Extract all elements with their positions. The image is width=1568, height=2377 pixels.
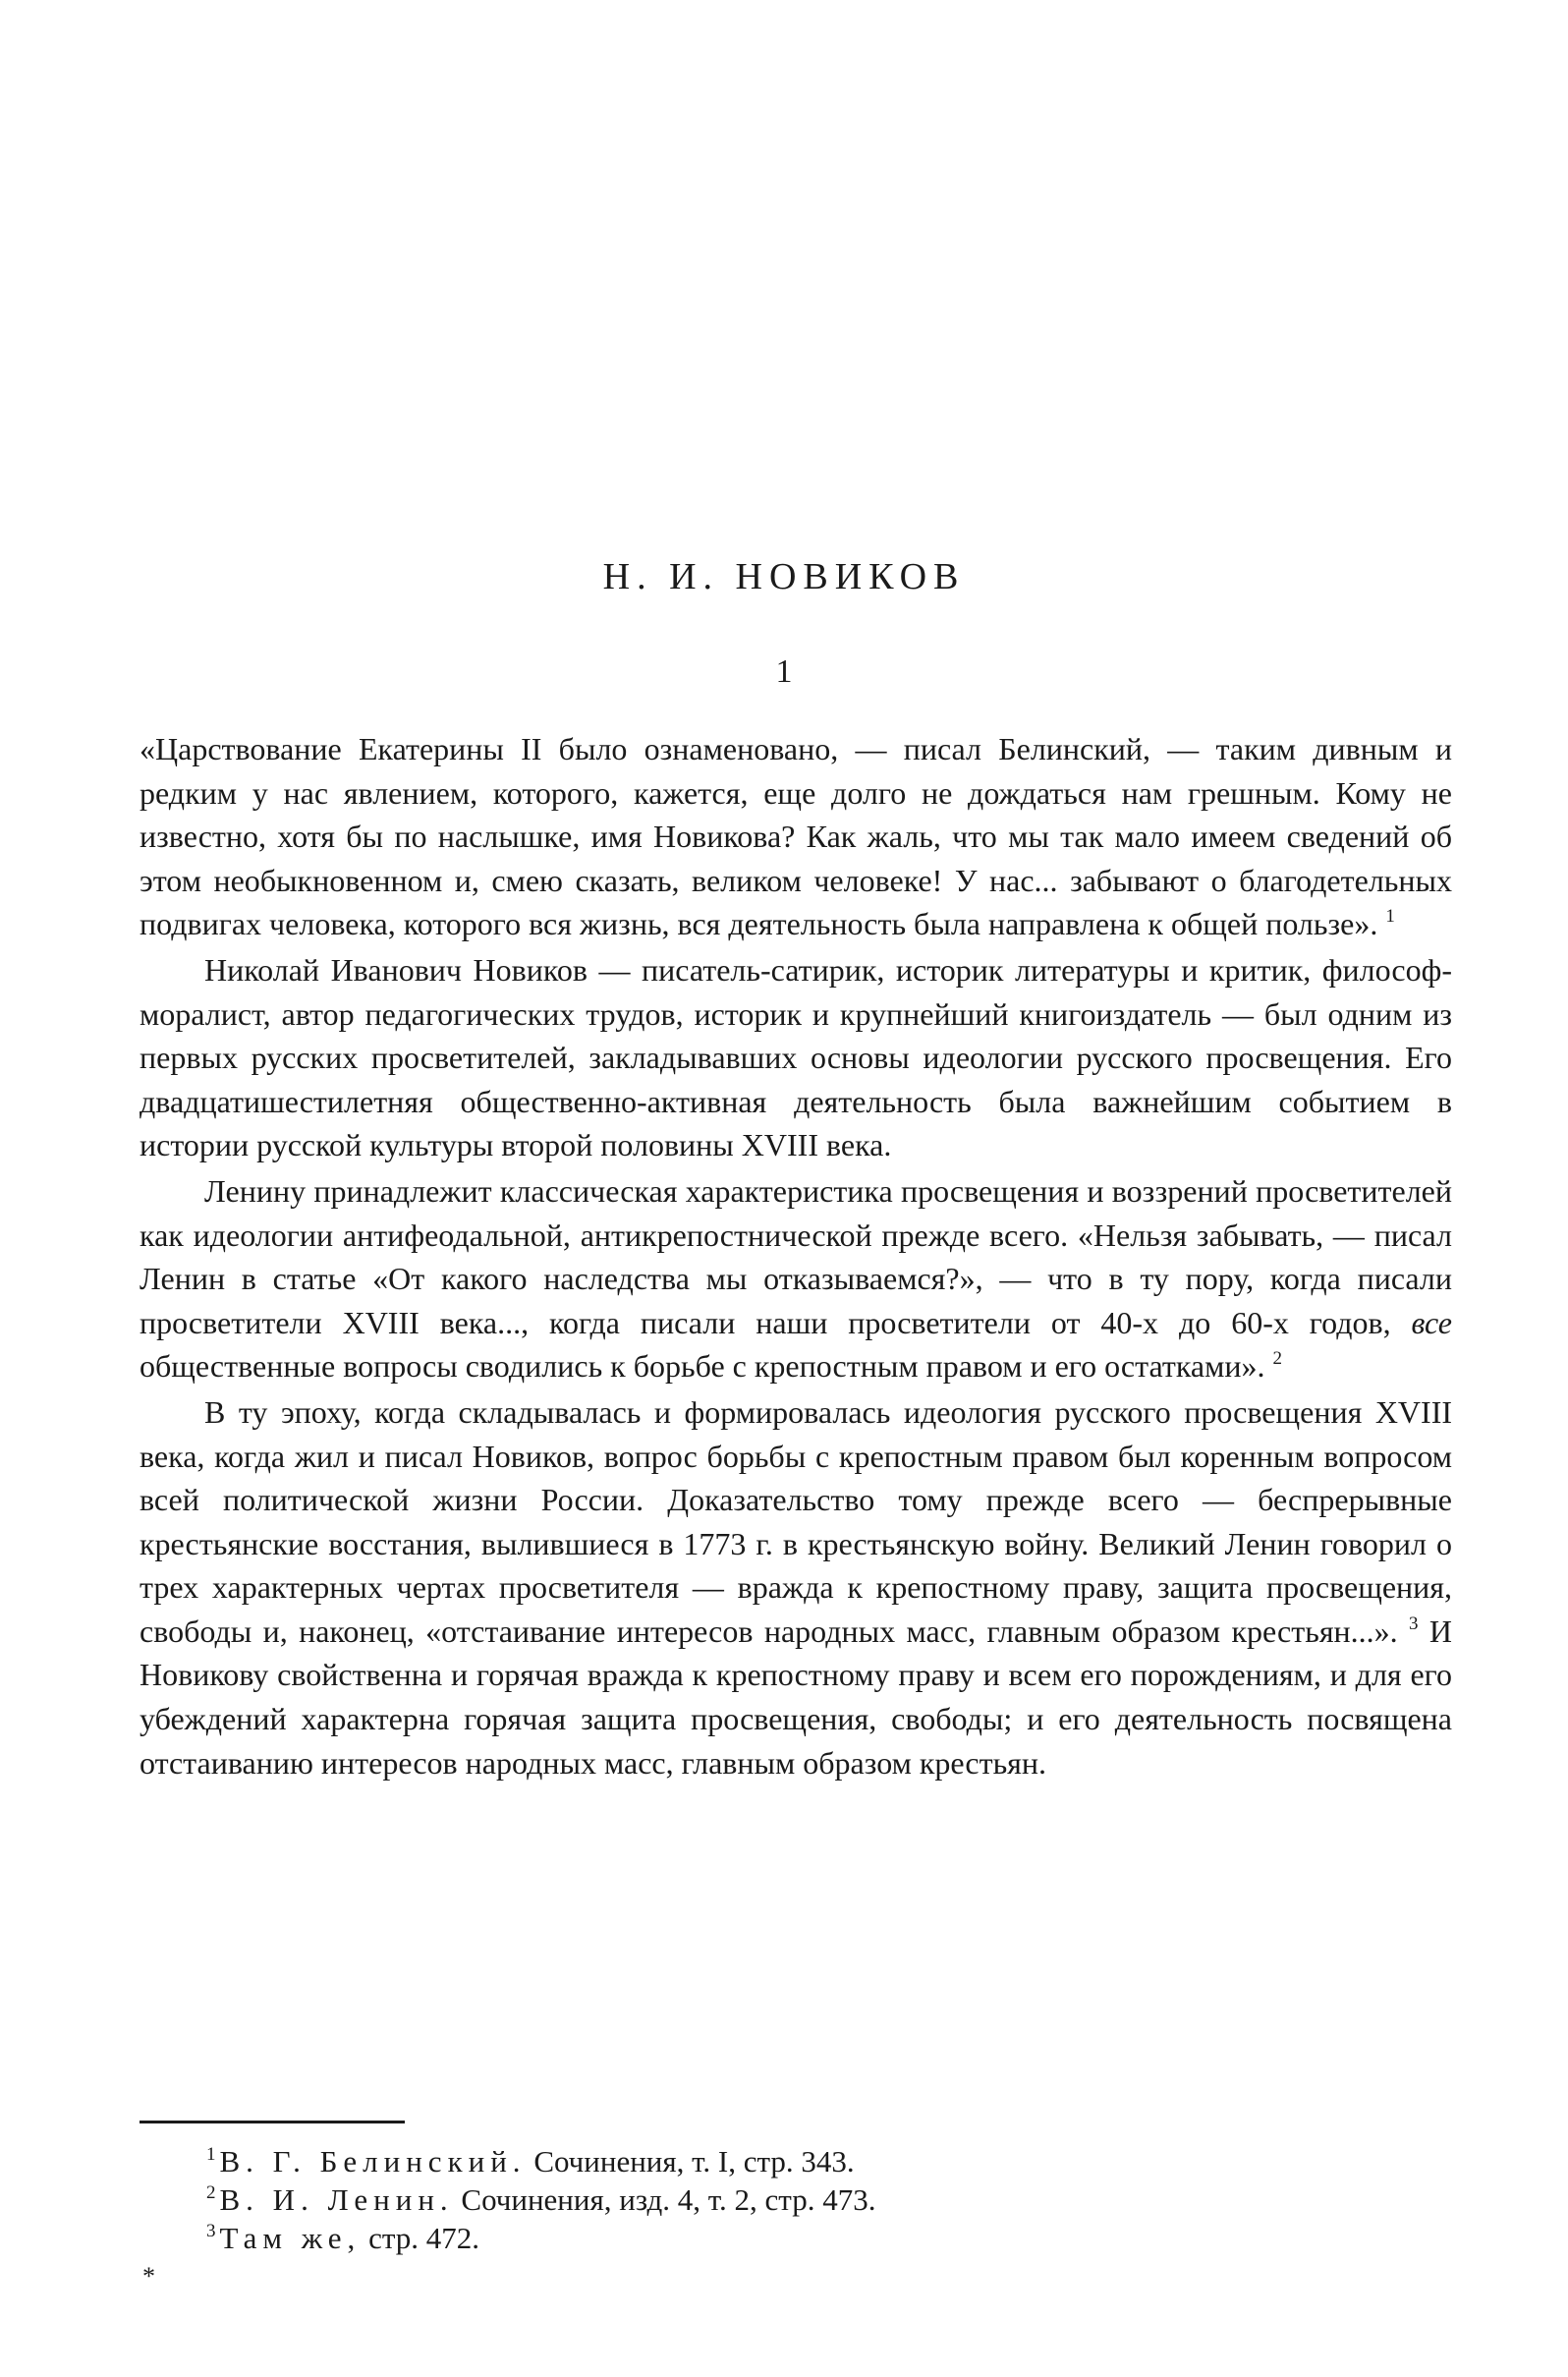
- emphasis-text: все: [1411, 1304, 1452, 1340]
- section-number: 1: [775, 653, 793, 690]
- footnote-source: Сочинения, т. I, стр. 343.: [526, 2144, 855, 2179]
- body-text: [140, 727, 1452, 1784]
- paragraph-text: «Царствование Екатерины II было ознаменовано, — писал Белинский, — таким дивным и редким у нас явлением, которого, кажется, еще долго не дождаться нам грешным. Кому не известно, хотя бы по наслышке, имя Новикова? Как жаль, что мы так мало имеем сведений об этом необыкновенном и, смею сказать, великом человеке! У нас... забывают о благодетельных подвигах человека, которого вся жизнь, вся деятельность была направлена к общей пользе».: [140, 731, 1452, 942]
- paragraph-text: Ленину принадлежит классическая характеристика просвещения и воззрений просветителей как идеологии антифеодальной, антикрепостнической прежде всего. «Нельзя забывать, — писал Ленин в статье «От какого наследства мы отказываемся?», — что в ту пору, когда писали просветители XVIII века..., когда писали наши просветители от 40-х до 60-х годов,: [140, 1172, 1452, 1340]
- paragraph: [140, 948, 1452, 1167]
- paragraph-text: И Новикову свойственна и горячая вражда к крепостному праву и всем его порождениям, и для его убеждений характерна горячая защита просвещения, свободы; и его деятельность посвящена отстаиванию интересов народных масс, главным образом крестьян.: [140, 1613, 1453, 1781]
- footnote-number: 2: [206, 2182, 216, 2203]
- footnote-author: В. И. Ленин.: [219, 2182, 454, 2217]
- footnote-ref[interactable]: 1: [1385, 906, 1395, 928]
- footnote: [206, 2180, 875, 2219]
- footnote-author: В. Г. Белинский.: [219, 2144, 527, 2179]
- footnote-ref[interactable]: 2: [1272, 1348, 1282, 1370]
- footnotes: [206, 2142, 875, 2257]
- footnote-divider: [140, 2121, 405, 2123]
- footnote: [206, 2142, 875, 2180]
- footnote-number: 1: [206, 2144, 216, 2165]
- paragraph: [140, 727, 1452, 946]
- paragraph: [140, 1169, 1452, 1388]
- footnote-source: стр. 472.: [361, 2221, 479, 2255]
- footnote-source: Сочинения, изд. 4, т. 2, стр. 473.: [453, 2182, 876, 2217]
- footnote-number: 3: [206, 2221, 216, 2241]
- paragraph-text: общественные вопросы сводились к борьбе с крепостным правом и его остатками».: [140, 1348, 1265, 1385]
- paragraph: [140, 1390, 1452, 1784]
- footnote-ref[interactable]: 3: [1409, 1613, 1419, 1634]
- paragraph-text: В ту эпоху, когда складывалась и формировалась идеология русского просвещения XVIII века, когда жил и писал Новиков, вопрос борьбы с крепостным правом был коренным вопросом всей политической жизни России. Доказательство тому прежде всего — беспрерывные крестьянские восстания, вылившиеся в 1773 г. в крестьянскую войну. Великий Ленин говорил о трех характерных чертах просветителя — вражда к крепостному праву, защита просвещения, свободы и, наконец, «отстаивание интересов народных масс, главным образом крестьян...».: [140, 1393, 1452, 1649]
- footnote-author: Там же,: [219, 2221, 362, 2255]
- margin-mark: *: [142, 2262, 155, 2291]
- paragraph-text: Николай Иванович Новиков — писатель-сатирик, историк литературы и критик, философ-моралист, автор педагогических трудов, историк и крупнейший книгоиздатель — был одним из первых русских просветителей, закладывавших основы идеологии русского просвещения. Его двадцатишестилетняя общественно-активная деятельность была важнейшим событием в истории русской культуры второй половины XVIII века.: [140, 951, 1452, 1163]
- footnote: [206, 2219, 875, 2257]
- chapter-title: Н. И. НОВИКОВ: [602, 556, 966, 597]
